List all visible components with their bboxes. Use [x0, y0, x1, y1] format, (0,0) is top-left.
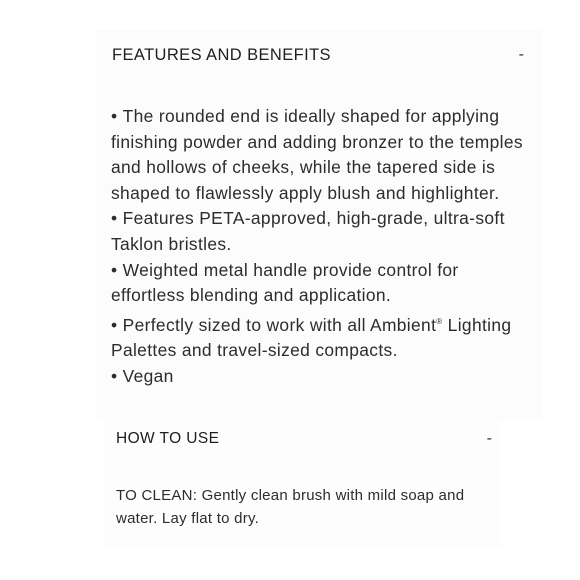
how-to-use-header[interactable] [116, 427, 492, 451]
features-title: FEATURES AND BENEFITS [112, 45, 331, 64]
how-to-use-title: HOW TO USE [116, 430, 220, 447]
collapse-minus-icon[interactable]: - [518, 46, 524, 63]
feature-item: • The rounded end is ideally shaped for applying finishing powder and adding bronzer to the temples and hollows of cheeks, while the tapered side is shaped to flawlessly apply blush and highlighter. [111, 104, 527, 206]
feature-item: • Vegan [111, 364, 527, 390]
registered-mark: ® [436, 316, 443, 326]
features-list [111, 104, 527, 390]
how-to-use-text: TO CLEAN: Gently clean brush with mild soap and water. Lay flat to dry. [116, 487, 465, 527]
collapse-minus-icon[interactable]: - [486, 430, 492, 447]
feature-item [111, 309, 527, 364]
feature-text: Lighting Palettes and travel-sized compacts. [111, 314, 512, 361]
features-header[interactable] [112, 42, 524, 68]
feature-text: Perfectly sized to work with all Ambient [122, 314, 437, 335]
feature-item: • Weighted metal handle provide control for effortless blending and application. [111, 258, 527, 309]
feature-item: • Features PETA-approved, high-grade, ultra-soft Taklon bristles. [111, 206, 527, 257]
